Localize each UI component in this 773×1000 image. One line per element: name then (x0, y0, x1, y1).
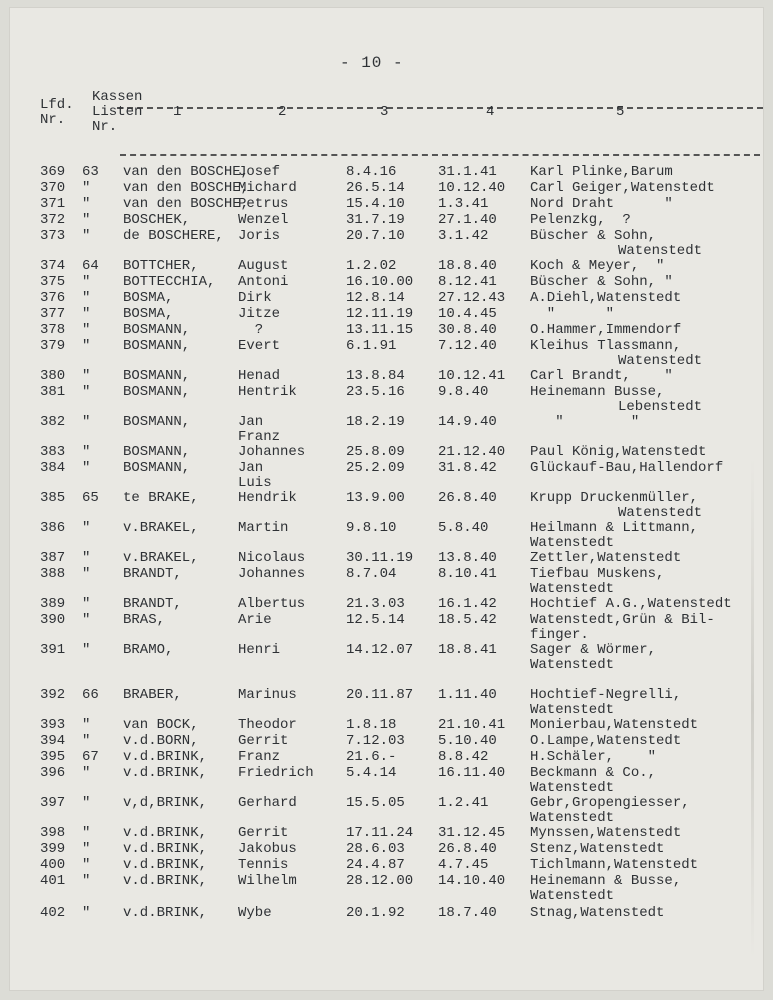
cell-employer: " " (530, 414, 640, 430)
cell-surname: van BOCK, (123, 717, 199, 733)
cell-date: 8.10.41 (438, 566, 497, 582)
cell-employer-line2: Watenstedt (618, 353, 703, 369)
cell-lfd-nr: 396 (40, 765, 66, 781)
cell-kasse-nr: " (82, 857, 91, 873)
cell-birth-date: 21.3.03 (346, 596, 405, 612)
cell-lfd-nr: 377 (40, 306, 66, 322)
cell-given-name: Michard (238, 180, 297, 196)
cell-lfd-nr: 388 (40, 566, 66, 582)
cell-kasse-nr: " (82, 228, 91, 244)
cell-given-name: Johannes (238, 566, 306, 582)
cell-given-name: Friedrich (238, 765, 314, 781)
cell-birth-date: 20.7.10 (346, 228, 405, 244)
cell-employer: Karl Plinke,Barum (530, 164, 673, 180)
cell-surname: BOTTECCHIA, (123, 274, 216, 290)
cell-surname: BOSMANN, (123, 444, 191, 460)
cell-date: 5.10.40 (438, 733, 497, 749)
table-row (10, 688, 763, 720)
cell-birth-date: 13.11.15 (346, 322, 414, 338)
cell-employer: O.Lampe,Watenstedt (530, 733, 682, 749)
cell-birth-date: 9.8.10 (346, 520, 397, 536)
cell-kasse-nr: " (82, 765, 91, 781)
cell-birth-date: 24.4.87 (346, 857, 405, 873)
cell-lfd-nr: 391 (40, 642, 66, 658)
cell-kasse-nr: " (82, 520, 91, 536)
cell-lfd-nr: 402 (40, 905, 66, 921)
cell-kasse-nr: 64 (82, 258, 99, 274)
cell-lfd-nr: 392 (40, 687, 66, 703)
cell-date: 27.1.40 (438, 212, 497, 228)
cell-surname: BOSMANN, (123, 322, 191, 338)
cell-kasse-nr: " (82, 596, 91, 612)
cell-date: 13.8.40 (438, 550, 497, 566)
cell-kasse-nr: " (82, 795, 91, 811)
cell-date: 4.7.45 (438, 857, 489, 873)
cell-lfd-nr: 382 (40, 414, 66, 430)
cell-kasse-nr: 65 (82, 490, 99, 506)
cell-date: 21.12.40 (438, 444, 506, 460)
cell-surname: BOSMA, (123, 306, 174, 322)
cell-kasse-nr: " (82, 274, 91, 290)
cell-given-name: Franz (238, 749, 281, 765)
cell-date: 18.8.41 (438, 642, 497, 658)
cell-given-name: Theodor (238, 717, 297, 733)
cell-lfd-nr: 379 (40, 338, 66, 354)
cell-date: 16.1.42 (438, 596, 497, 612)
header-col-3: 3 (380, 104, 389, 120)
cell-surname: BOSMANN, (123, 368, 191, 384)
cell-birth-date: 7.12.03 (346, 733, 405, 749)
cell-given-name: Evert (238, 338, 281, 354)
cell-given-name: Wenzel (238, 212, 289, 228)
cell-birth-date: 20.11.87 (346, 687, 414, 703)
cell-lfd-nr: 380 (40, 368, 66, 384)
cell-date: 21.10.41 (438, 717, 506, 733)
table-row (10, 906, 763, 938)
cell-lfd-nr: 401 (40, 873, 66, 889)
header-dashed-rule-bottom (120, 154, 760, 156)
cell-surname: v.d.BRINK, (123, 841, 208, 857)
cell-given-name-line2: Franz (238, 429, 281, 445)
cell-employer-line2: Watenstedt (530, 535, 615, 551)
table-row (10, 385, 763, 417)
cell-lfd-nr: 393 (40, 717, 66, 733)
cell-employer: Heinemann Busse, Lebenstedt (530, 385, 762, 415)
cell-surname: BOSMANN, (123, 460, 191, 476)
cell-date: 8.12.41 (438, 274, 497, 290)
cell-kasse-nr: 66 (82, 687, 99, 703)
cell-lfd-nr: 389 (40, 596, 66, 612)
cell-employer: " " (530, 306, 615, 322)
cell-birth-date: 15.5.05 (346, 795, 405, 811)
cell-employer: Büscher & Sohn, " (530, 274, 673, 290)
table-row (10, 415, 763, 447)
cell-employer: Glückauf-Bau,Hallendorf (530, 460, 724, 476)
cell-surname: BRANDT, (123, 566, 182, 582)
cell-date: 10.12.40 (438, 180, 506, 196)
cell-lfd-nr: 398 (40, 825, 66, 841)
cell-employer-line2: Watenstedt (530, 581, 615, 597)
cell-surname: BOSMANN, (123, 414, 191, 430)
cell-birth-date: 13.8.84 (346, 368, 405, 384)
cell-given-name-line2: Luis (238, 475, 272, 491)
cell-given-name: Jakobus (238, 841, 297, 857)
cell-surname: v.d.BRINK, (123, 765, 208, 781)
cell-lfd-nr: 390 (40, 612, 66, 628)
cell-employer: Mynssen,Watenstedt (530, 825, 682, 841)
cell-birth-date: 25.8.09 (346, 444, 405, 460)
cell-lfd-nr: 397 (40, 795, 66, 811)
cell-given-name: Hentrik (238, 384, 297, 400)
cell-lfd-nr: 399 (40, 841, 66, 857)
cell-kasse-nr: " (82, 196, 91, 212)
cell-surname: van den BOSCHE, (123, 164, 250, 180)
cell-given-name: Joris (238, 228, 281, 244)
cell-surname: v.BRAKEL, (123, 520, 199, 536)
cell-kasse-nr: " (82, 717, 91, 733)
cell-birth-date: 13.9.00 (346, 490, 405, 506)
cell-employer-line2: Watenstedt (530, 657, 615, 673)
cell-birth-date: 1.2.02 (346, 258, 397, 274)
cell-employer-line2: Watenstedt (530, 702, 615, 718)
cell-date: 1.3.41 (438, 196, 489, 212)
cell-date: 26.8.40 (438, 841, 497, 857)
table-row (10, 567, 763, 599)
table-row (10, 339, 763, 371)
cell-lfd-nr: 381 (40, 384, 66, 400)
cell-employer: Paul König,Watenstedt (530, 444, 707, 460)
cell-given-name: Tennis (238, 857, 289, 873)
cell-birth-date: 28.6.03 (346, 841, 405, 857)
document-page (10, 8, 763, 990)
cell-kasse-nr: " (82, 322, 91, 338)
cell-employer: Koch & Meyer, " (530, 258, 665, 274)
cell-birth-date: 1.8.18 (346, 717, 397, 733)
cell-surname: BOTTCHER, (123, 258, 199, 274)
cell-surname: van den BOSCHE, (123, 196, 250, 212)
cell-employer: Gebr,Gropengiesser, Watenstedt (530, 796, 762, 826)
cell-given-name: Wybe (238, 905, 272, 921)
cell-birth-date: 17.11.24 (346, 825, 414, 841)
cell-date: 10.4.45 (438, 306, 497, 322)
cell-given-name: ? (238, 322, 264, 338)
cell-given-name: Gerrit (238, 825, 289, 841)
cell-surname: BOSMANN, (123, 338, 191, 354)
header-col-1: 1 (173, 104, 182, 120)
cell-given-name: Albertus (238, 596, 306, 612)
table-row (10, 229, 763, 261)
cell-given-name: Henri (238, 642, 281, 658)
cell-given-name: Hendrik (238, 490, 297, 506)
header-kassen-listen: Kassen Listen Nr. (92, 89, 143, 135)
cell-date: 31.1.41 (438, 164, 497, 180)
cell-birth-date: 28.12.00 (346, 873, 414, 889)
cell-kasse-nr: " (82, 642, 91, 658)
cell-kasse-nr: " (82, 290, 91, 306)
cell-lfd-nr: 386 (40, 520, 66, 536)
cell-kasse-nr: " (82, 841, 91, 857)
header-col-4: 4 (486, 104, 495, 120)
cell-lfd-nr: 369 (40, 164, 66, 180)
table-row (10, 461, 763, 493)
cell-kasse-nr: 67 (82, 749, 99, 765)
cell-birth-date: 31.7.19 (346, 212, 405, 228)
table-row (10, 643, 763, 675)
cell-given-name: Dirk (238, 290, 272, 306)
cell-given-name: Josef (238, 164, 281, 180)
cell-lfd-nr: 375 (40, 274, 66, 290)
cell-surname: v,d,BRINK, (123, 795, 208, 811)
cell-birth-date: 6.1.91 (346, 338, 397, 354)
cell-employer: Hochtief A.G.,Watenstedt (530, 596, 732, 612)
cell-surname: v.d.BRINK, (123, 825, 208, 841)
cell-kasse-nr: 63 (82, 164, 99, 180)
cell-employer: Heinemann & Busse, Watenstedt (530, 874, 762, 904)
cell-date: 18.5.42 (438, 612, 497, 628)
cell-kasse-nr: " (82, 180, 91, 196)
cell-date: 1.11.40 (438, 687, 497, 703)
cell-surname: van den BOSCHE, (123, 180, 250, 196)
cell-employer-line2: Watenstedt (530, 810, 615, 826)
cell-employer: Heilmann & Littmann, Watenstedt (530, 521, 762, 551)
cell-employer: Stnag,Watenstedt (530, 905, 665, 921)
cell-surname: v.d.BRINK, (123, 905, 208, 921)
table-row (10, 491, 763, 523)
cell-employer: H.Schäler, " (530, 749, 657, 765)
cell-birth-date: 25.2.09 (346, 460, 405, 476)
cell-employer: Monierbau,Watenstedt (530, 717, 699, 733)
cell-employer: Carl Brandt, " (530, 368, 673, 384)
table-row (10, 613, 763, 645)
cell-employer: Watenstedt,Grün & Bil- finger. (530, 613, 762, 643)
cell-given-name: Wilhelm (238, 873, 297, 889)
header-lfd-nr: Lfd. Nr. (40, 97, 74, 128)
cell-kasse-nr: " (82, 905, 91, 921)
cell-given-name: Arie (238, 612, 272, 628)
cell-date: 5.8.40 (438, 520, 489, 536)
cell-surname: v.d.BRINK, (123, 873, 208, 889)
cell-lfd-nr: 376 (40, 290, 66, 306)
cell-lfd-nr: 384 (40, 460, 66, 476)
cell-date: 9.8.40 (438, 384, 489, 400)
cell-lfd-nr: 395 (40, 749, 66, 765)
cell-employer: Pelenzkg, ? (530, 212, 631, 228)
cell-given-name: Antoni (238, 274, 289, 290)
cell-date: 14.9.40 (438, 414, 497, 430)
cell-given-name: Marinus (238, 687, 297, 703)
cell-given-name: Henad (238, 368, 281, 384)
cell-birth-date: 12.11.19 (346, 306, 414, 322)
cell-kasse-nr: " (82, 384, 91, 400)
cell-employer: Büscher & Sohn, Watenstedt (530, 229, 762, 259)
cell-lfd-nr: 400 (40, 857, 66, 873)
cell-date: 27.12.43 (438, 290, 506, 306)
cell-birth-date: 8.4.16 (346, 164, 397, 180)
cell-birth-date: 12.8.14 (346, 290, 405, 306)
cell-given-name: Jan Luis (238, 460, 272, 491)
cell-employer-line2: finger. (530, 627, 589, 643)
cell-birth-date: 30.11.19 (346, 550, 414, 566)
cell-birth-date: 5.4.14 (346, 765, 397, 781)
cell-surname: BRANDT, (123, 596, 182, 612)
cell-kasse-nr: " (82, 566, 91, 582)
cell-date: 7.12.40 (438, 338, 497, 354)
table-row (10, 766, 763, 798)
cell-date: 3.1.42 (438, 228, 489, 244)
cell-employer: Carl Geiger,Watenstedt (530, 180, 715, 196)
cell-lfd-nr: 383 (40, 444, 66, 460)
cell-employer: Krupp Druckenmüller, Watenstedt (530, 491, 762, 521)
cell-given-name: Petrus (238, 196, 289, 212)
cell-date: 18.7.40 (438, 905, 497, 921)
cell-date: 16.11.40 (438, 765, 506, 781)
cell-surname: BOSMA, (123, 290, 174, 306)
cell-surname: BOSCHEK, (123, 212, 191, 228)
cell-date: 26.8.40 (438, 490, 497, 506)
cell-date: 31.8.42 (438, 460, 497, 476)
cell-kasse-nr: " (82, 338, 91, 354)
cell-surname: te BRAKE, (123, 490, 199, 506)
cell-kasse-nr: " (82, 825, 91, 841)
cell-lfd-nr: 373 (40, 228, 66, 244)
cell-lfd-nr: 394 (40, 733, 66, 749)
cell-given-name: Jan Franz (238, 414, 281, 445)
cell-employer: A.Diehl,Watenstedt (530, 290, 682, 306)
cell-employer-line2: Watenstedt (530, 780, 615, 796)
cell-birth-date: 16.10.00 (346, 274, 414, 290)
cell-surname: v.d.BRINK, (123, 749, 208, 765)
cell-employer: Tiefbau Muskens, Watenstedt (530, 567, 762, 597)
cell-date: 10.12.41 (438, 368, 506, 384)
cell-employer-line2: Watenstedt (618, 505, 703, 521)
cell-employer: Zettler,Watenstedt (530, 550, 682, 566)
cell-birth-date: 20.1.92 (346, 905, 405, 921)
cell-birth-date: 21.6.- (346, 749, 397, 765)
cell-kasse-nr: " (82, 733, 91, 749)
cell-kasse-nr: " (82, 212, 91, 228)
cell-birth-date: 26.5.14 (346, 180, 405, 196)
cell-given-name: Jitze (238, 306, 281, 322)
cell-kasse-nr: " (82, 873, 91, 889)
cell-lfd-nr: 378 (40, 322, 66, 338)
cell-kasse-nr: " (82, 444, 91, 460)
page-number: - 10 - (340, 54, 404, 72)
cell-lfd-nr: 387 (40, 550, 66, 566)
page-edge-shadow (751, 458, 754, 958)
table-row (10, 521, 763, 553)
cell-birth-date: 15.4.10 (346, 196, 405, 212)
cell-kasse-nr: " (82, 414, 91, 430)
cell-surname: BOSMANN, (123, 384, 191, 400)
cell-employer: Nord Draht " (530, 196, 673, 212)
header-col-2: 2 (278, 104, 287, 120)
cell-lfd-nr: 374 (40, 258, 66, 274)
cell-employer: Beckmann & Co., Watenstedt (530, 766, 762, 796)
cell-lfd-nr: 372 (40, 212, 66, 228)
cell-birth-date: 12.5.14 (346, 612, 405, 628)
table-row (10, 874, 763, 906)
cell-date: 1.2.41 (438, 795, 489, 811)
cell-kasse-nr: " (82, 306, 91, 322)
cell-given-name: Johannes (238, 444, 306, 460)
cell-kasse-nr: " (82, 550, 91, 566)
cell-birth-date: 23.5.16 (346, 384, 405, 400)
cell-surname: BRAS, (123, 612, 166, 628)
header-col-5: 5 (616, 104, 625, 120)
cell-employer: Tichlmann,Watenstedt (530, 857, 699, 873)
cell-lfd-nr: 385 (40, 490, 66, 506)
cell-employer: Hochtief-Negrelli, Watenstedt (530, 688, 762, 718)
cell-surname: v.d.BRINK, (123, 857, 208, 873)
cell-birth-date: 14.12.07 (346, 642, 414, 658)
cell-lfd-nr: 370 (40, 180, 66, 196)
cell-kasse-nr: " (82, 368, 91, 384)
table-row (10, 796, 763, 828)
cell-surname: BRAMO, (123, 642, 174, 658)
cell-given-name: Gerrit (238, 733, 289, 749)
cell-surname: BRABER, (123, 687, 182, 703)
cell-employer-line2: Watenstedt (618, 243, 703, 259)
cell-birth-date: 18.2.19 (346, 414, 405, 430)
cell-date: 18.8.40 (438, 258, 497, 274)
cell-kasse-nr: " (82, 460, 91, 476)
cell-lfd-nr: 371 (40, 196, 66, 212)
cell-given-name: August (238, 258, 289, 274)
cell-employer: Stenz,Watenstedt (530, 841, 665, 857)
cell-given-name: Gerhard (238, 795, 297, 811)
cell-date: 31.12.45 (438, 825, 506, 841)
cell-birth-date: 8.7.04 (346, 566, 397, 582)
cell-date: 8.8.42 (438, 749, 489, 765)
cell-employer: Sager & Wörmer, Watenstedt (530, 643, 762, 673)
cell-given-name: Nicolaus (238, 550, 306, 566)
cell-surname: v.BRAKEL, (123, 550, 199, 566)
cell-kasse-nr: " (82, 612, 91, 628)
cell-given-name: Martin (238, 520, 289, 536)
cell-employer: O.Hammer,Immendorf (530, 322, 682, 338)
cell-employer-line2: Lebenstedt (618, 399, 703, 415)
cell-employer: Kleihus Tlassmann, Watenstedt (530, 339, 762, 369)
cell-date: 30.8.40 (438, 322, 497, 338)
table-header (40, 89, 763, 158)
cell-surname: v.d.BORN, (123, 733, 199, 749)
cell-surname: de BOSCHERE, (123, 228, 224, 244)
cell-date: 14.10.40 (438, 873, 506, 889)
cell-employer-line2: Watenstedt (530, 888, 615, 904)
